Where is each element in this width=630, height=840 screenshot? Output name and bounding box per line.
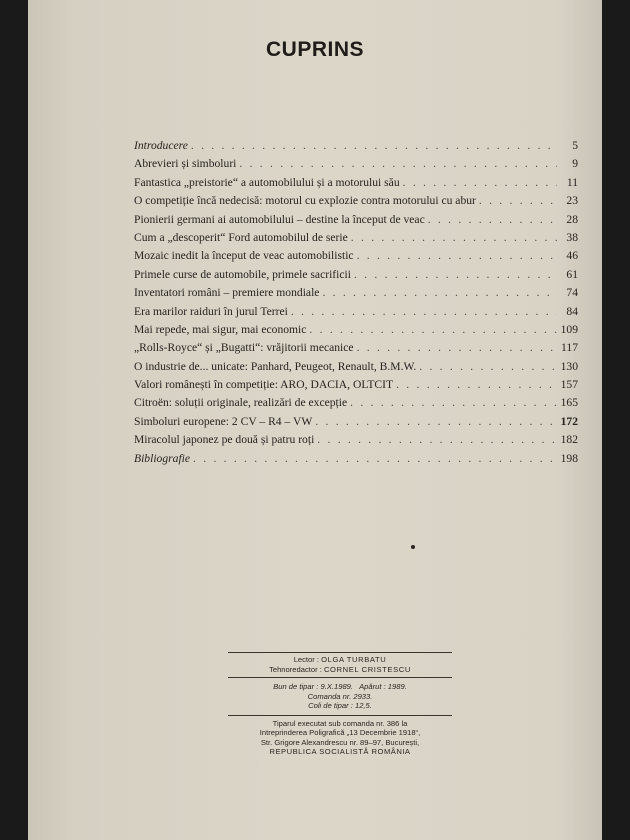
printer-line-3: Str. Grigore Alexandrescu nr. 89–97, București, bbox=[260, 737, 420, 747]
bun-de-tipar-value: 9.X.1989. bbox=[320, 682, 353, 691]
toc-entry-page-number: 172 bbox=[560, 414, 578, 428]
toc-entry bbox=[134, 137, 578, 155]
toc-entry bbox=[134, 155, 578, 173]
coli-line bbox=[228, 701, 452, 711]
comanda-label: Comanda nr. bbox=[307, 691, 352, 701]
print-dates-line bbox=[228, 682, 452, 692]
toc-entry-page-number: 198 bbox=[560, 451, 578, 465]
toc-entry bbox=[134, 174, 578, 192]
page-title: CUPRINS bbox=[265, 38, 364, 61]
toc-entry bbox=[134, 450, 578, 468]
toc-entry-title: Cum a „descoperit“ Ford automobilul de serie bbox=[134, 230, 348, 244]
toc-entry-title: Fantastica „preistorie“ a automobilului și a motorului său bbox=[134, 175, 400, 189]
toc-entry-page-number: 23 bbox=[566, 194, 578, 208]
toc-entry-page-number: 109 bbox=[560, 322, 578, 336]
toc-entry-title: Introducere bbox=[134, 139, 188, 152]
toc-entry-page-number: 157 bbox=[560, 378, 578, 392]
toc-entry-title: Mai repede, mai sigur, mai economic bbox=[134, 322, 307, 336]
toc-entry bbox=[134, 321, 578, 339]
toc-entry bbox=[134, 266, 578, 284]
coli-value: 12,5. bbox=[354, 701, 372, 710]
lector-name: OLGA TURBATU bbox=[321, 655, 387, 664]
tehnoredactor-name: CORNEL CRISTESCU bbox=[323, 664, 411, 674]
toc-dot-leader bbox=[291, 303, 557, 321]
toc-entry bbox=[134, 431, 578, 449]
toc-dot-leader bbox=[351, 229, 557, 247]
toc-dot-leader bbox=[403, 174, 557, 192]
toc-dot-leader bbox=[315, 413, 557, 431]
colophon bbox=[228, 652, 452, 757]
toc-entry bbox=[134, 229, 578, 247]
comanda-value: 2933. bbox=[353, 691, 373, 701]
coli-label: Coli de tipar : bbox=[308, 701, 353, 710]
toc-entry-page-number: 28 bbox=[566, 212, 578, 226]
tehnoredactor-line bbox=[228, 665, 452, 675]
toc-dot-leader bbox=[357, 247, 557, 265]
printer-line-4: REPUBLICA SOCIALISTĂ ROMÂNIA bbox=[269, 747, 411, 756]
toc-entry-title: Pionierii germani ai automobilului – destine la început de veac bbox=[134, 212, 425, 226]
toc-entry-page-number: 38 bbox=[566, 230, 578, 244]
toc-entry-page-number: 84 bbox=[566, 304, 578, 318]
tehnoredactor-label: Tehnoredactor : bbox=[269, 664, 322, 674]
toc-dot-leader bbox=[428, 211, 557, 229]
table-of-contents bbox=[134, 137, 578, 468]
toc-entry-page-number: 182 bbox=[560, 433, 578, 447]
toc-entry-page-number: 74 bbox=[566, 286, 578, 300]
printer-line-2: Intreprinderea Poligrafică „13 Decembrie 1918“, bbox=[259, 728, 421, 737]
toc-dot-leader bbox=[350, 394, 557, 412]
lector-line bbox=[228, 655, 452, 665]
toc-entry bbox=[134, 247, 578, 265]
aparut-label: Apărut : bbox=[359, 682, 386, 691]
toc-dot-leader bbox=[239, 155, 557, 173]
book-page bbox=[28, 0, 602, 840]
printing-info bbox=[228, 678, 452, 715]
printer-line-1: Tiparul executat sub comanda nr. 386 la bbox=[272, 718, 408, 728]
printer-info bbox=[228, 716, 452, 757]
toc-entry-page-number: 46 bbox=[566, 249, 578, 263]
toc-entry-page-number: 165 bbox=[560, 396, 578, 410]
toc-entry bbox=[134, 413, 578, 431]
toc-entry-title: Miracolul japonez pe două și patru roți bbox=[134, 433, 315, 447]
toc-dot-leader bbox=[309, 321, 557, 339]
toc-entry-title: „Rolls-Royce“ și „Bugatti“: vrăjitorii mecanice bbox=[134, 341, 354, 355]
toc-entry bbox=[134, 358, 578, 376]
toc-entry-page-number: 117 bbox=[561, 341, 578, 355]
toc-entry-title: Era marilor raiduri în jurul Terrei bbox=[134, 304, 288, 318]
toc-entry-title: Valori românești în competiție: ARO, DACIA, OLTCIT bbox=[134, 378, 394, 392]
toc-dot-leader bbox=[354, 266, 557, 284]
toc-dot-leader bbox=[322, 284, 557, 302]
aparut-value: 1989. bbox=[387, 682, 407, 691]
toc-entry-title: Mozaic inedit la început de veac automobilistic bbox=[134, 249, 354, 263]
toc-entry-page-number: 61 bbox=[566, 267, 578, 281]
toc-entry bbox=[134, 303, 578, 321]
toc-entry-title: Inventatori români – premiere mondiale bbox=[134, 286, 320, 300]
toc-entry-title: O competiție încă nedecisă: motorul cu explozie contra motorului cu abur bbox=[134, 194, 476, 208]
toc-entry-title: Citroën: soluții originale, realizări de excepție bbox=[134, 396, 348, 410]
toc-entry-page-number: 11 bbox=[566, 175, 578, 189]
toc-dot-leader bbox=[317, 431, 557, 449]
toc-dot-leader bbox=[193, 450, 557, 468]
toc-entry-title: Abrevieri și simboluri bbox=[134, 157, 237, 171]
toc-dot-leader bbox=[191, 137, 557, 155]
bun-de-tipar-label: Bun de tipar : bbox=[273, 682, 319, 691]
credits-block bbox=[228, 653, 452, 677]
toc-entry-page-number: 5 bbox=[572, 139, 578, 152]
toc-dot-leader bbox=[419, 358, 557, 376]
comanda-line bbox=[228, 692, 452, 702]
toc-entry-title: O industrie de... unicate: Panhard, Peugeot, Renault, B.M.W. bbox=[134, 359, 417, 373]
lector-label: Lector : bbox=[293, 655, 320, 664]
toc-entry bbox=[134, 211, 578, 229]
toc-entry bbox=[134, 394, 578, 412]
toc-entry bbox=[134, 192, 578, 210]
toc-entry bbox=[134, 376, 578, 394]
toc-dot-leader bbox=[357, 339, 557, 357]
toc-entry-page-number: 9 bbox=[572, 157, 578, 171]
toc-entry-title: Primele curse de automobile, primele sacrificii bbox=[134, 267, 351, 281]
ink-dot bbox=[411, 545, 415, 549]
toc-entry-title: Simboluri europene: 2 CV – R4 – VW bbox=[134, 414, 313, 428]
toc-entry bbox=[134, 284, 578, 302]
toc-entry-page-number: 130 bbox=[560, 359, 578, 373]
toc-dot-leader bbox=[479, 192, 557, 210]
toc-dot-leader bbox=[396, 376, 557, 394]
toc-entry bbox=[134, 339, 578, 357]
toc-entry-title: Bibliografie bbox=[134, 451, 191, 465]
